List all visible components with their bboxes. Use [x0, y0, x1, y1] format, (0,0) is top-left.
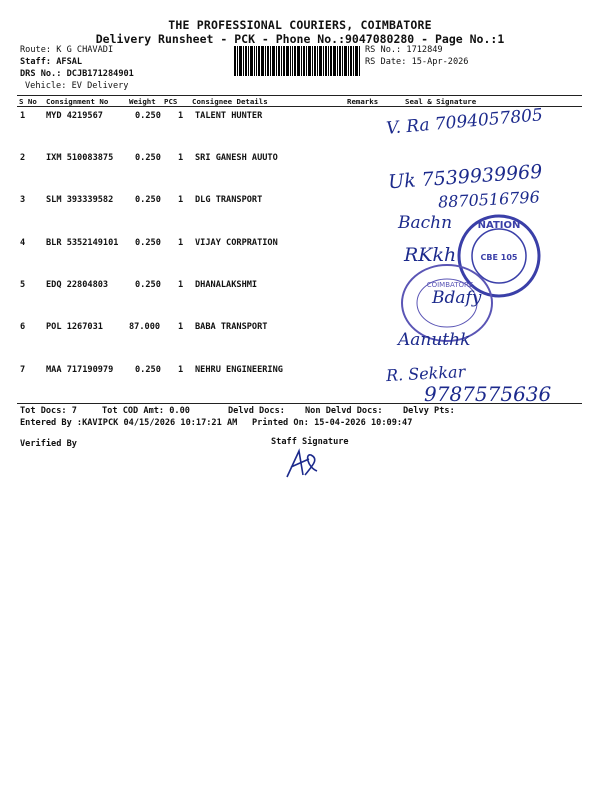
- handwritten-note-8: R. Sekkar: [385, 361, 466, 386]
- row-sno: 1: [20, 111, 26, 121]
- row-sno: 2: [20, 153, 26, 163]
- row-consignee: DLG TRANSPORT: [195, 195, 263, 205]
- row-consignment: MAA 717190979: [46, 365, 114, 375]
- row-consignment: EDQ 22804803: [46, 280, 109, 290]
- col-weight: Weight: [129, 97, 156, 106]
- runsheet-title: Delivery Runsheet - PCK - Phone No.:9047080280 - Page No.:1: [95, 32, 505, 46]
- col-seal: Seal & Signature: [405, 97, 477, 106]
- handwritten-note-6: Bdafy: [432, 288, 482, 308]
- row-consignee: BABA TRANSPORT: [195, 322, 268, 332]
- row-pcs: 1: [178, 365, 184, 375]
- col-sno: S No: [19, 97, 37, 106]
- row-consignee: DHANALAKSHMI: [195, 280, 258, 290]
- non-delivered-docs: Non Delvd Docs:: [305, 406, 383, 416]
- barcode-image: [234, 46, 360, 76]
- row-consignment: MYD 4219567: [46, 111, 103, 121]
- delivery-points: Delvy Pts:: [403, 406, 455, 416]
- rs-number: RS No.: 1712849: [365, 45, 443, 55]
- col-consignment: Consignment No: [46, 97, 109, 106]
- row-pcs: 1: [178, 195, 184, 205]
- verified-by-label: Verified By: [20, 439, 77, 449]
- header-top-rule: [17, 95, 582, 96]
- company-title: THE PROFESSIONAL COURIERS, COIMBATORE: [168, 18, 432, 32]
- stamp1-text: NATION: [477, 220, 521, 231]
- row-consignee: SRI GANESH AUUTO: [195, 153, 278, 163]
- rs-date: RS Date: 15-Apr-2026: [365, 57, 469, 67]
- vehicle-text: Vehicle: EV Delivery: [25, 81, 129, 91]
- footer-rule: [17, 403, 582, 404]
- row-sno: 4: [20, 238, 26, 248]
- row-sno: 5: [20, 280, 26, 290]
- row-weight: 0.250: [135, 238, 161, 248]
- row-weight: 0.250: [135, 153, 161, 163]
- row-weight: 87.000: [129, 322, 161, 332]
- row-pcs: 1: [178, 153, 184, 163]
- staff-text: Staff: AFSAL: [20, 57, 83, 67]
- row-consignee: TALENT HUNTER: [195, 111, 263, 121]
- row-weight: 0.250: [135, 195, 161, 205]
- handwritten-note-9: 9787575636: [424, 382, 552, 406]
- row-consignment: SLM 393339582: [46, 195, 114, 205]
- staff-signature-scribble: [283, 445, 323, 481]
- handwritten-note-3: 8870516796: [437, 187, 541, 212]
- handwritten-note-7: Aanuthk: [398, 330, 471, 350]
- handwritten-note-4: Bachn: [398, 213, 453, 233]
- stamp2-text: COIMBATORE: [426, 281, 474, 289]
- total-cod-amount: Tot COD Amt: 0.00: [102, 406, 190, 416]
- printed-on: Printed On: 15-04-2026 10:09:47: [252, 418, 413, 428]
- row-sno: 3: [20, 195, 26, 205]
- row-consignment: BLR 5352149101: [46, 238, 119, 248]
- row-weight: 0.250: [135, 280, 161, 290]
- route-text: Route: K G CHAVADI: [20, 45, 114, 55]
- staff-signature-label: Staff Signature: [271, 437, 349, 447]
- drs-number: [20, 69, 134, 79]
- handwritten-note-5: RKkh: [404, 244, 457, 266]
- entered-by: Entered By :KAVIPCK 04/15/2026 10:17:21 AM: [20, 418, 238, 428]
- row-pcs: 1: [178, 280, 184, 290]
- row-consignment: POL 1267031: [46, 322, 103, 332]
- row-consignee: VIJAY CORPRATION: [195, 238, 278, 248]
- row-weight: 0.250: [135, 111, 161, 121]
- header-bottom-rule: [17, 106, 582, 107]
- col-consignee: Consignee Details: [192, 97, 268, 106]
- drs-value: DCJB171284901: [66, 69, 134, 79]
- delivered-docs: Delvd Docs:: [228, 406, 285, 416]
- row-sno: 7: [20, 365, 26, 375]
- row-pcs: 1: [178, 238, 184, 248]
- row-pcs: 1: [178, 322, 184, 332]
- col-pcs: PCS: [164, 97, 178, 106]
- drs-label: DRS No.:: [20, 69, 62, 79]
- handwritten-note-1: V. Ra 7094057805: [385, 105, 544, 139]
- handwritten-note-2: Uk 7539939969: [387, 160, 544, 194]
- col-remarks: Remarks: [347, 97, 379, 106]
- row-consignee: NEHRU ENGINEERING: [195, 365, 283, 375]
- row-weight: 0.250: [135, 365, 161, 375]
- stamp1-inner: CBE 105: [480, 253, 518, 262]
- total-docs: Tot Docs: 7: [20, 406, 77, 416]
- row-consignment: IXM 510083875: [46, 153, 114, 163]
- row-sno: 6: [20, 322, 26, 332]
- row-pcs: 1: [178, 111, 184, 121]
